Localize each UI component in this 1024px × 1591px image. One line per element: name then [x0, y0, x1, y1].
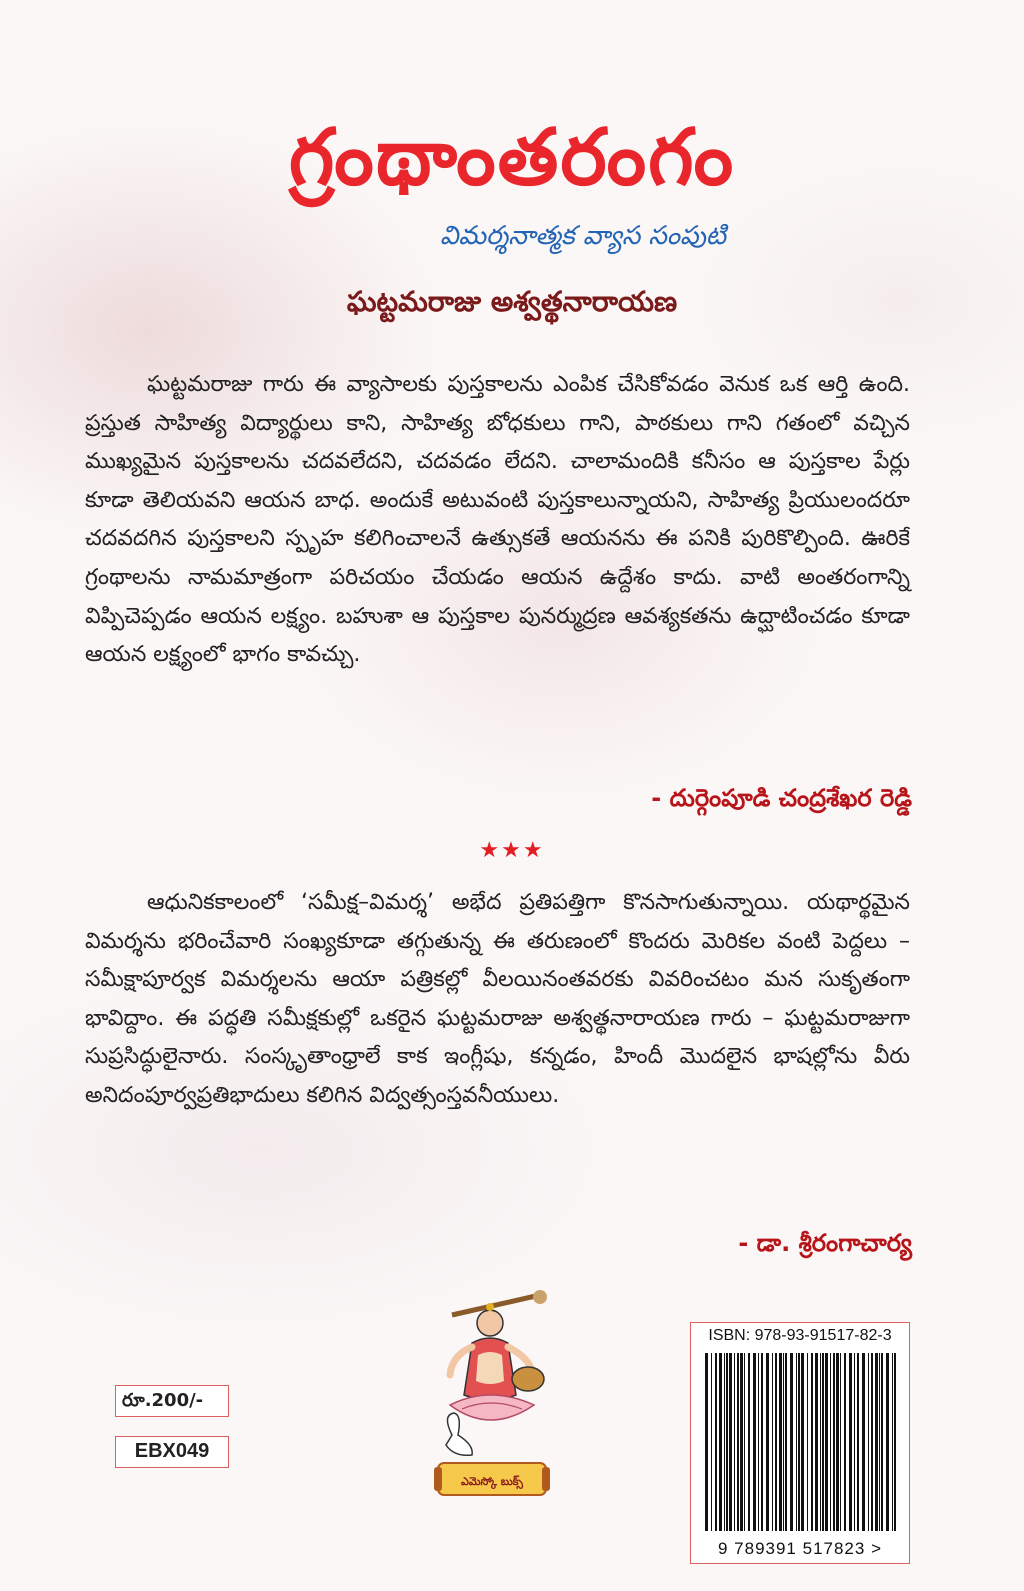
- barcode-bar: [871, 1353, 873, 1531]
- barcode-bar: [790, 1353, 793, 1531]
- barcode-bar: [825, 1353, 828, 1531]
- veena-top: [533, 1290, 547, 1304]
- barcode-bar: [840, 1353, 841, 1531]
- barcode-bar: [844, 1353, 846, 1531]
- barcode-bar: [766, 1353, 769, 1531]
- barcode-bar: [761, 1353, 763, 1531]
- barcode-bar: [815, 1353, 818, 1531]
- barcode-bar: [772, 1353, 773, 1531]
- barcode-bar: [740, 1353, 743, 1531]
- barcode-bar: [822, 1353, 824, 1531]
- barcode-bar: [779, 1353, 782, 1531]
- barcode-bar: [783, 1353, 784, 1531]
- barcode-bar: [879, 1353, 880, 1531]
- veena-body: [512, 1367, 544, 1391]
- barcode-bar: [734, 1353, 735, 1531]
- barcode-bar: [724, 1353, 725, 1531]
- isbn-digits: 9 789391 517823 >: [717, 1539, 882, 1558]
- book-title: గ్రంథాంతరంగం: [288, 113, 736, 203]
- barcode-bar: [811, 1353, 813, 1531]
- author-name: ఘట్టమరాజు అశ్వత్థనారాయణ: [346, 285, 678, 318]
- section-separator-stars: ★★★: [479, 838, 545, 863]
- blurb-signature-2: - డా. శ్రీరంగాచార్య: [738, 1229, 912, 1257]
- barcode-bar: [758, 1353, 759, 1531]
- blurb-paragraph-1: ఘట్టమరాజు గారు ఈ వ్యాసాలకు పుస్తకాలను ఎంపిక చేసికోవడం వెనుక ఒక ఆర్తి ఉంది. ప్రస్తుత సాహిత్య విద్యార్థులు కాని, సాహిత్య బోధకులు గాని, పాఠకులు గాని గతంలో వచ్చిన ముఖ్యమైన పుస్తకాలను చదవలేదని, చదవడం లేదని. చాలామందికి కనీసం ఆ పుస్తకాల పేర్లు కూడా తెలియవని ఆయన బాధ. అందుకే అటువంటి పుస్తకాలున్నాయని, సాహిత్య ప్రియులందరూ చదవదగిన పుస్తకాలని స్పృహ కలిగించాలనే ఉత్సుకతే ఆయనను ఈ పనికి పురికొల్పింది. ఊరికే గ్రంథాలను నామమాత్రంగా పరిచయం చేయడం ఆయన ఉద్దేశం కాదు. వాటి అంతరంగాన్ని విప్పిచెప్పడం ఆయన లక్ష్యం. బహుశా ఆ పుస్తకాల పునర్ముద్రణ ఆవశ్యకతను ఉద్ఘాటించడం కూడా ఆయన లక్ష్యంలో భాగం కావచ్చు.: [85, 372, 910, 668]
- barcode-bar: [753, 1353, 756, 1531]
- goddess-crown: [486, 1303, 494, 1311]
- book-subtitle: విమర్శనాత్మక వ్యాస సంపుటి: [440, 221, 726, 251]
- barcode-bar: [830, 1353, 831, 1531]
- barcode-bar: [711, 1353, 712, 1531]
- blurb-paragraph-2: ఆధునికకాలంలో ‘సమీక్ష–విమర్శ’ అభేద ప్రతిపత్తిగా కొనసాగుతున్నాయి. యథార్థమైన విమర్శను భరించేవారి సంఖ్యకూడా తగ్గుతున్న ఈ తరుణంలో కొందరు మెరికల వంటి పెద్దలు – సమీక్షాపూర్వక విమర్శలను ఆయా పత్రికల్లో వీలయినంతవరకు వివరించటం మన సుకృతంగా భావిద్దాం. ఈ పద్ధతి సమీక్షకుల్లో ఒకరైన ఘట్టమరాజు అశ్వత్థనారాయణ గారు – ఘట్టమరాజుగా సుప్రసిద్ధులైనారు. సంస్కృతాంధ్రాలే కాక ఇంగ్లీషు, కన్నడం, హిందీ మొదలైన భాషల్లోను వీరు అనిదంపూర్వప్రతిభాదులు కలిగిన విద్వత్సంస్తవనీయులు.: [85, 890, 910, 1108]
- barcode-image: [705, 1353, 897, 1531]
- isbn-barcode-box: [690, 1322, 910, 1564]
- barcode-bar: [785, 1353, 787, 1531]
- barcode-bar: [807, 1353, 808, 1531]
- barcode-bar: [862, 1353, 865, 1531]
- barcode-bar: [801, 1353, 804, 1531]
- barcode-bar: [857, 1353, 859, 1531]
- barcode-bar: [705, 1353, 708, 1531]
- blurb-signature-1: - దుర్గెంపూడి చంద్రశేఖర రెడ్డి: [651, 784, 912, 812]
- barcode-bar: [737, 1353, 739, 1531]
- goddess-garment: [476, 1352, 504, 1384]
- isbn-label: ISBN: 978-93-91517-82-3: [708, 1327, 892, 1344]
- price-box: రూ.200/-: [115, 1385, 229, 1417]
- barcode-bar: [894, 1353, 896, 1531]
- lotus-seat: [450, 1395, 534, 1420]
- publisher-name: ఎమెస్కో బుక్స్: [461, 1475, 523, 1488]
- barcode-bar: [744, 1353, 745, 1531]
- barcode-bar: [849, 1353, 852, 1531]
- barcode-bar: [796, 1353, 797, 1531]
- book-code-box: EBX049: [115, 1436, 229, 1468]
- barcode-bar: [892, 1353, 893, 1531]
- barcode-bar: [886, 1353, 889, 1531]
- barcode-bar: [854, 1353, 855, 1531]
- barcode-bar: [875, 1353, 878, 1531]
- barcode-bar: [836, 1353, 839, 1531]
- barcode-bar: [726, 1353, 728, 1531]
- barcode-bar: [868, 1353, 869, 1531]
- barcode-bar: [719, 1353, 722, 1531]
- publisher-logo: [432, 1285, 552, 1500]
- barcode-bar: [833, 1353, 835, 1531]
- barcode-bar: [820, 1353, 821, 1531]
- barcode-bar: [715, 1353, 717, 1531]
- barcode-bar: [881, 1353, 883, 1531]
- barcode-bar: [729, 1353, 732, 1531]
- barcode-bar: [798, 1353, 800, 1531]
- barcode-bar: [775, 1353, 777, 1531]
- barcode-bar: [748, 1353, 750, 1531]
- swan: [446, 1413, 472, 1455]
